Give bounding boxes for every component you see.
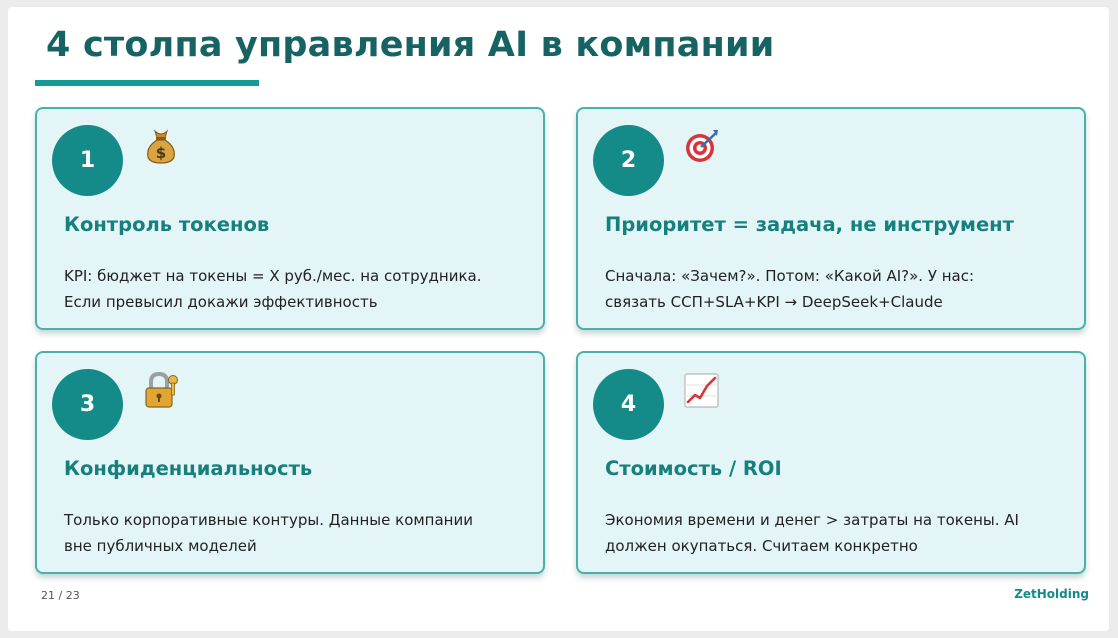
svg-text:$: $ [155, 144, 167, 162]
pillar-description-line: должен окупаться. Считаем конкретно [605, 537, 918, 555]
pillar-card-4 [576, 351, 1086, 574]
pillar-title: Стоимость / ROI [605, 457, 782, 480]
pillar-description-line: Сначала: «Зачем?». Потом: «Какой AI?». У нас: [605, 267, 975, 285]
page-number: 21 / 23 [41, 589, 80, 602]
pillar-title: Контроль токенов [64, 213, 270, 236]
pillar-number-badge: 2 [593, 125, 664, 196]
pillar-description-line: вне публичных моделей [64, 537, 257, 555]
pillar-description-line: Только корпоративные контуры. Данные компании [64, 511, 473, 529]
pillar-card-3 [35, 351, 545, 574]
title-underline [35, 80, 259, 86]
pillar-number-badge: 1 [52, 125, 123, 196]
pillar-card-1 [35, 107, 545, 330]
chart-increasing-icon [684, 371, 720, 409]
brand-logo-text: ZetHolding [1014, 587, 1089, 601]
pillar-description-line: Экономия времени и денег > затраты на токены. AI [605, 511, 1019, 529]
pillar-description [64, 507, 534, 559]
pillar-description [64, 263, 534, 315]
pillar-description-line: связать ССП+SLA+KPI → DeepSeek+Claude [605, 293, 943, 311]
pillar-description [605, 263, 1075, 315]
lock-with-key-icon [143, 371, 179, 409]
pillar-title: Приоритет = задача, не инструмент [605, 213, 1014, 236]
page-title: 4 столпа управления AI в компании [46, 25, 775, 65]
pillar-title: Конфиденциальность [64, 457, 313, 480]
pillar-description-line: KPI: бюджет на токены = X руб./мес. на сотрудника. [64, 267, 482, 285]
pillar-description-line: Если превысил докажи эффективность [64, 293, 378, 311]
pillar-number-badge: 4 [593, 369, 664, 440]
pillar-number-badge: 3 [52, 369, 123, 440]
money-bag-icon [143, 127, 179, 165]
slide [8, 7, 1109, 631]
pillar-card-2 [576, 107, 1086, 330]
pillar-description [605, 507, 1075, 559]
target-icon [684, 127, 720, 165]
